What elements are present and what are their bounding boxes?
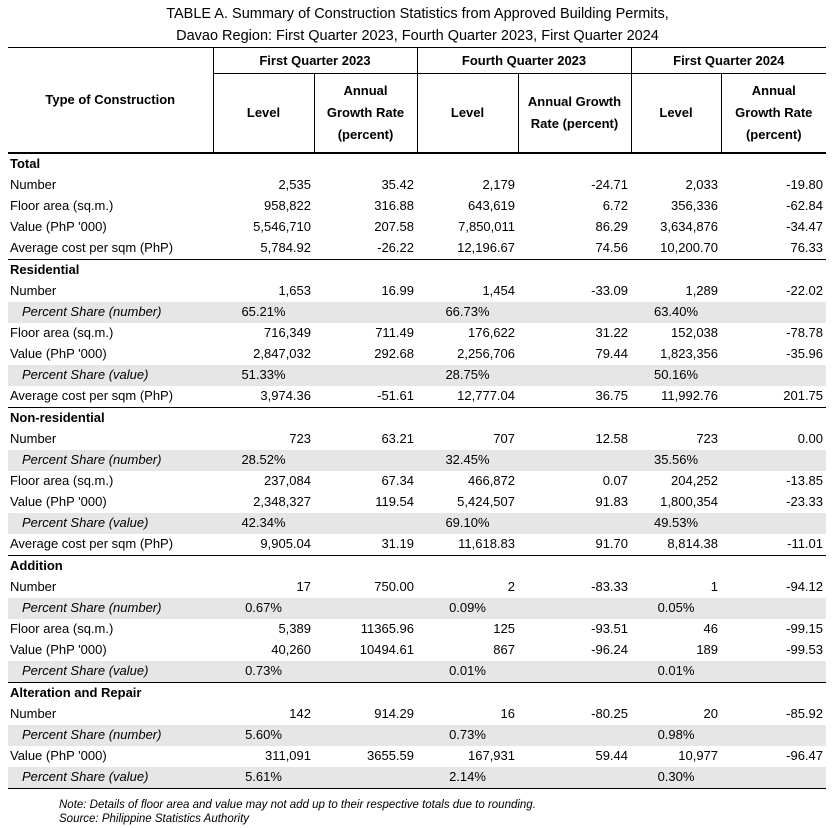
level-cell: 466,872 <box>468 473 515 489</box>
growth-rate-cell: -23.33 <box>786 494 824 510</box>
growth-rate-cell: -85.92 <box>786 706 824 722</box>
growth-rate-cell: -35.96 <box>786 346 824 362</box>
percent-share-cell: 2.14% <box>417 767 518 789</box>
percent-share-cell: 42.34% <box>213 513 314 534</box>
level-cell: 5,784.92 <box>260 240 311 256</box>
growth-rate-cell: 59.44 <box>595 748 629 764</box>
percent-share-cell <box>721 598 826 619</box>
table-row <box>8 640 826 661</box>
growth-rate-cell: 119.54 <box>375 494 414 510</box>
growth-rate-cell: 74.56 <box>595 240 629 256</box>
table-title <box>0 3 835 47</box>
level-cell: 5,424,507 <box>457 494 515 510</box>
percent-share-row <box>8 302 826 323</box>
section-heading: Total <box>10 156 41 172</box>
growth-rate-cell: -62.84 <box>786 198 824 214</box>
table-row <box>8 577 826 598</box>
percent-share-cell: 28.75% <box>417 365 518 386</box>
growth-rate-cell: 86.29 <box>595 219 629 235</box>
percent-share-cell: 32.45% <box>417 450 518 471</box>
percent-share-cell <box>721 661 826 683</box>
growth-rate-cell: -78.78 <box>786 325 824 341</box>
level-cell: 125 <box>493 621 515 637</box>
row-label: Percent Share (value) <box>8 513 213 534</box>
level-cell: 189 <box>696 642 719 658</box>
level-cell: 723 <box>696 431 719 447</box>
section-heading: Addition <box>8 556 826 578</box>
row-label: Floor area (sq.m.) <box>10 621 114 637</box>
percent-share-cell <box>314 513 417 534</box>
growth-rate-cell: 76.33 <box>790 240 824 256</box>
percent-share-cell: 0.01% <box>417 661 518 683</box>
growth-rate-cell: 3655.59 <box>367 748 414 764</box>
level-cell: 311,091 <box>264 748 311 764</box>
level-cell: 10,200.70 <box>660 240 719 256</box>
percent-share-cell <box>518 302 631 323</box>
growth-rate-cell: -19.80 <box>786 177 824 193</box>
percent-share-cell <box>314 450 417 471</box>
level-cell: 12,196.67 <box>457 240 515 256</box>
level-cell: 5,546,710 <box>253 219 311 235</box>
percent-share-cell: 35.56% <box>631 450 721 471</box>
percent-share-cell <box>721 725 826 746</box>
section-row-alteration <box>8 683 826 705</box>
percent-share-cell: 65.21% <box>213 302 314 323</box>
row-label: Number <box>10 579 57 595</box>
percent-share-cell <box>314 725 417 746</box>
percent-share-cell: 0.05% <box>631 598 721 619</box>
level-cell: 5,389 <box>278 621 311 637</box>
header-growth-rate: Annual Growth Rate (percent) <box>518 74 631 154</box>
percent-share-cell: 0.67% <box>213 598 314 619</box>
growth-rate-cell: -26.22 <box>377 240 414 256</box>
header-q1-2023: First Quarter 2023 <box>213 48 417 74</box>
percent-share-cell: 28.52% <box>213 450 314 471</box>
percent-share-cell <box>518 767 631 789</box>
header-level: Level <box>213 74 314 154</box>
percent-share-cell: 0.73% <box>213 661 314 683</box>
growth-rate-cell: 10494.61 <box>359 642 414 658</box>
percent-share-cell: 69.10% <box>417 513 518 534</box>
level-cell: 2,348,327 <box>253 494 311 510</box>
percent-share-cell <box>518 725 631 746</box>
table-row <box>8 386 826 408</box>
growth-rate-cell: -33.09 <box>591 283 629 299</box>
percent-share-cell: 51.33% <box>213 365 314 386</box>
header-level: Level <box>631 74 721 154</box>
percent-share-row <box>8 365 826 386</box>
row-label: Percent Share (number) <box>8 302 213 323</box>
percent-share-cell: 0.73% <box>417 725 518 746</box>
growth-rate-cell: -51.61 <box>377 388 414 404</box>
growth-rate-cell: -94.12 <box>786 579 824 595</box>
growth-rate-cell: -96.47 <box>786 748 824 764</box>
construction-statistics-table <box>8 47 826 789</box>
level-cell: 707 <box>493 431 515 447</box>
level-cell: 716,349 <box>264 325 311 341</box>
level-cell: 16 <box>500 706 515 722</box>
table-row <box>8 175 826 196</box>
level-cell: 204,252 <box>671 473 719 489</box>
growth-rate-cell: 67.34 <box>381 473 414 489</box>
percent-share-cell: 0.01% <box>631 661 721 683</box>
row-label: Number <box>10 177 57 193</box>
table-row <box>8 492 826 513</box>
level-cell: 1 <box>710 579 719 595</box>
level-cell: 1,454 <box>482 283 515 299</box>
percent-share-row <box>8 767 826 789</box>
growth-rate-cell: 31.22 <box>595 325 629 341</box>
growth-rate-cell: 35.42 <box>381 177 414 193</box>
row-label: Percent Share (number) <box>8 598 213 619</box>
percent-share-cell <box>314 302 417 323</box>
level-cell: 9,905.04 <box>260 536 311 552</box>
level-cell: 1,653 <box>278 283 311 299</box>
percent-share-cell <box>518 365 631 386</box>
growth-rate-cell: 16.99 <box>381 283 414 299</box>
level-cell: 142 <box>289 706 311 722</box>
percent-share-cell <box>721 513 826 534</box>
percent-share-cell <box>314 598 417 619</box>
level-cell: 2,535 <box>278 177 311 193</box>
growth-rate-cell: -80.25 <box>591 706 629 722</box>
percent-share-cell: 66.73% <box>417 302 518 323</box>
section-row-residential <box>8 260 826 282</box>
level-cell: 3,974.36 <box>260 388 311 404</box>
table-footnote <box>59 798 536 826</box>
section-row-nonres <box>8 408 826 430</box>
row-label: Number <box>10 431 57 447</box>
level-cell: 152,038 <box>671 325 719 341</box>
level-cell: 958,822 <box>264 198 311 214</box>
table-row <box>8 281 826 302</box>
level-cell: 2,033 <box>685 177 719 193</box>
row-label: Average cost per sqm (PhP) <box>10 240 174 256</box>
row-label: Average cost per sqm (PhP) <box>10 388 174 404</box>
level-cell: 8,814.38 <box>667 536 719 552</box>
growth-rate-cell: 6.72 <box>602 198 629 214</box>
percent-share-cell <box>314 365 417 386</box>
table-row <box>8 471 826 492</box>
percent-share-cell: 0.98% <box>631 725 721 746</box>
table-row <box>8 534 826 556</box>
growth-rate-cell: -22.02 <box>786 283 824 299</box>
percent-share-cell <box>721 365 826 386</box>
level-cell: 40,260 <box>271 642 311 658</box>
section-row-addition <box>8 556 826 578</box>
header-q1-2024: First Quarter 2024 <box>631 48 826 74</box>
row-label: Floor area (sq.m.) <box>10 198 114 214</box>
level-cell: 1,289 <box>685 283 719 299</box>
table-row <box>8 344 826 365</box>
percent-share-cell <box>518 513 631 534</box>
level-cell: 2 <box>507 579 515 595</box>
header-growth-rate: Annual Growth Rate (percent) <box>721 74 826 154</box>
percent-share-cell: 5.60% <box>213 725 314 746</box>
row-label: Number <box>10 283 57 299</box>
table-row <box>8 746 826 767</box>
table-row <box>8 429 826 450</box>
level-cell: 356,336 <box>671 198 719 214</box>
level-cell: 1,800,354 <box>660 494 719 510</box>
growth-rate-cell: -83.33 <box>591 579 629 595</box>
level-cell: 2,179 <box>482 177 515 193</box>
percent-share-cell: 50.16% <box>631 365 721 386</box>
growth-rate-cell: 201.75 <box>783 388 824 404</box>
row-label: Percent Share (number) <box>8 450 213 471</box>
growth-rate-cell: 0.00 <box>797 431 824 447</box>
source-text: Source: Philippine Statistics Authority <box>59 813 250 825</box>
header-q4-2023: Fourth Quarter 2023 <box>417 48 631 74</box>
growth-rate-cell: 914.29 <box>374 706 414 722</box>
percent-share-cell: 63.40% <box>631 302 721 323</box>
level-cell: 2,256,706 <box>457 346 515 362</box>
table-row <box>8 238 826 260</box>
percent-share-row <box>8 513 826 534</box>
row-label: Percent Share (value) <box>8 767 213 789</box>
growth-rate-cell: 91.83 <box>595 494 629 510</box>
growth-rate-cell: 36.75 <box>595 388 629 404</box>
percent-share-cell <box>721 767 826 789</box>
level-cell: 3,634,876 <box>660 219 719 235</box>
level-cell: 176,622 <box>468 325 515 341</box>
header-level: Level <box>417 74 518 154</box>
row-label: Value (PhP '000) <box>10 219 107 235</box>
percent-share-cell <box>314 661 417 683</box>
percent-share-cell: 49.53% <box>631 513 721 534</box>
table-row <box>8 619 826 640</box>
growth-rate-cell: 11365.96 <box>360 621 414 637</box>
percent-share-row <box>8 450 826 471</box>
growth-rate-cell: -34.47 <box>786 219 824 235</box>
table-row <box>8 196 826 217</box>
level-cell: 167,931 <box>468 748 515 764</box>
level-cell: 20 <box>703 706 719 722</box>
row-label: Percent Share (number) <box>8 725 213 746</box>
percent-share-cell <box>518 661 631 683</box>
level-cell: 17 <box>296 579 311 595</box>
row-label: Percent Share (value) <box>8 365 213 386</box>
level-cell: 1,823,356 <box>660 346 719 362</box>
level-cell: 11,618.83 <box>458 536 515 552</box>
growth-rate-cell: 750.00 <box>374 579 414 595</box>
growth-rate-cell: 12.58 <box>595 431 629 447</box>
table-row <box>8 323 826 344</box>
row-label: Average cost per sqm (PhP) <box>10 536 174 552</box>
growth-rate-cell: -99.53 <box>786 642 824 658</box>
percent-share-row <box>8 598 826 619</box>
percent-share-row <box>8 725 826 746</box>
row-label: Number <box>10 706 57 722</box>
growth-rate-cell: 63.21 <box>381 431 414 447</box>
row-label: Percent Share (value) <box>8 661 213 683</box>
percent-share-cell: 0.30% <box>631 767 721 789</box>
section-row-total <box>8 153 826 175</box>
growth-rate-cell: 31.19 <box>381 536 414 552</box>
row-label: Value (PhP '000) <box>10 494 107 510</box>
level-cell: 10,977 <box>678 748 719 764</box>
growth-rate-cell: 711.49 <box>375 325 414 341</box>
table-body <box>8 153 826 789</box>
row-label: Floor area (sq.m.) <box>10 473 114 489</box>
level-cell: 723 <box>289 431 311 447</box>
section-heading: Non-residential <box>8 408 826 430</box>
growth-rate-cell: -13.85 <box>786 473 824 489</box>
header-growth-rate: Annual Growth Rate (percent) <box>314 74 417 154</box>
percent-share-cell <box>721 302 826 323</box>
percent-share-cell <box>518 598 631 619</box>
growth-rate-cell: -93.51 <box>591 621 629 637</box>
level-cell: 643,619 <box>468 198 515 214</box>
percent-share-cell <box>518 450 631 471</box>
percent-share-cell: 5.61% <box>213 767 314 789</box>
level-cell: 867 <box>493 642 515 658</box>
level-cell: 7,850,011 <box>458 219 515 235</box>
level-cell: 11,992.76 <box>661 388 719 404</box>
header-type-of-construction: Type of Construction <box>8 48 213 154</box>
note-text: Note: Details of floor area and value may not add up to their respective totals due to rounding. <box>59 799 536 811</box>
growth-rate-cell: 292.68 <box>374 346 414 362</box>
row-label: Value (PhP '000) <box>10 748 107 764</box>
level-cell: 12,777.04 <box>457 388 515 404</box>
growth-rate-cell: 0.07 <box>602 473 629 489</box>
level-cell: 46 <box>703 621 719 637</box>
growth-rate-cell: -96.24 <box>591 642 629 658</box>
percent-share-cell: 0.09% <box>417 598 518 619</box>
percent-share-row <box>8 661 826 683</box>
growth-rate-cell: -99.15 <box>786 621 824 637</box>
growth-rate-cell: 207.58 <box>374 219 414 235</box>
title-line-2: Davao Region: First Quarter 2023, Fourth Quarter 2023, First Quarter 2024 <box>176 28 659 44</box>
title-line-1: TABLE A. Summary of Construction Statistics from Approved Building Permits, <box>166 6 669 22</box>
level-cell: 2,847,032 <box>253 346 311 362</box>
row-label: Value (PhP '000) <box>10 346 107 362</box>
section-heading: Residential <box>8 260 826 282</box>
row-label: Value (PhP '000) <box>10 642 107 658</box>
growth-rate-cell: -11.01 <box>787 536 824 552</box>
table-row <box>8 217 826 238</box>
row-label: Floor area (sq.m.) <box>10 325 114 341</box>
growth-rate-cell: 79.44 <box>595 346 629 362</box>
section-heading: Alteration and Repair <box>8 683 826 705</box>
level-cell: 237,084 <box>264 473 311 489</box>
growth-rate-cell: 91.70 <box>595 536 629 552</box>
growth-rate-cell: -24.71 <box>591 177 629 193</box>
table-row <box>8 704 826 725</box>
growth-rate-cell: 316.88 <box>374 198 414 214</box>
percent-share-cell <box>721 450 826 471</box>
percent-share-cell <box>314 767 417 789</box>
